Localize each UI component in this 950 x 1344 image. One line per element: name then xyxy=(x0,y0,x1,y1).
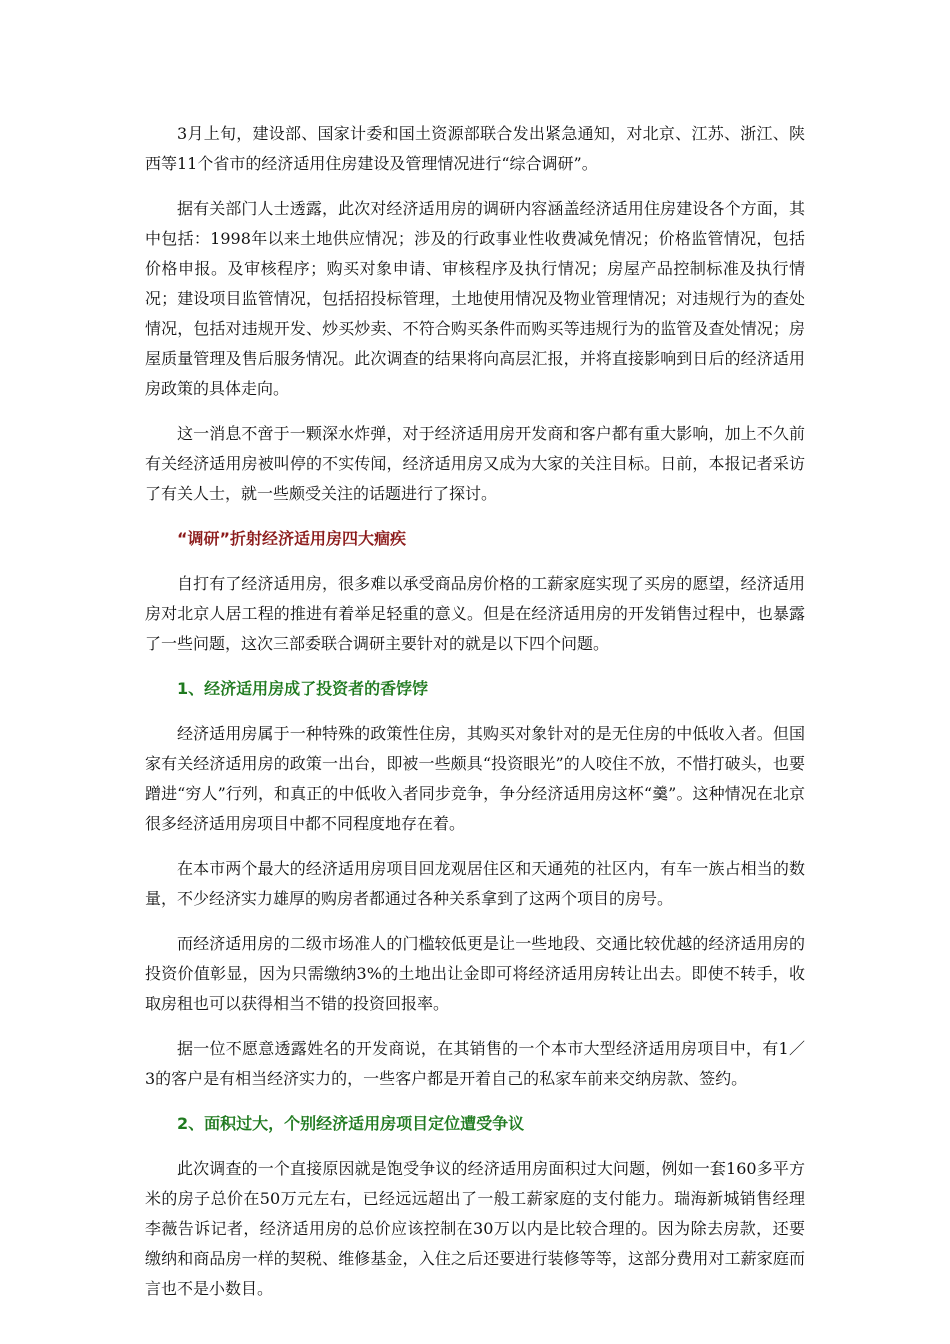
section-heading-four-problems: “调研”折射经济适用房四大痼疾 xyxy=(177,529,407,548)
paragraph-intro: 3月上旬，建设部、国家计委和国土资源部联合发出紧急通知，对北京、江苏、浙江、陕西等11个省市的经济适用住房建设及管理情况进行“综合调研”。 xyxy=(145,124,805,173)
paragraph-policy-housing: 经济适用房属于一种特殊的政策性住房，其购买对象针对的是无住房的中低收入者。但国家有关经济适用房的政策一出台，即被一些颇具“投资眼光”的人咬住不放，不惜打破头，也要蹭进“穷人”行列，和真正的中低收入者同步竞争，争分经济适用房这杯“羹”。这种情况在北京很多经济适用房项目中都不同程度地存在着。 xyxy=(145,724,805,833)
paragraph-survey-scope: 据有关部门人士透露，此次对经济适用房的调研内容涵盖经济适用住房建设各个方面，其中包括：1998年以来土地供应情况；涉及的行政事业性收费减免情况；价格监管情况，包括价格申报。及审核程序；购买对象申请、审核程序及执行情况；房屋产品控制标准及执行情况；建设项目监管情况，包括招投标管理，土地使用情况及物业管理情况；对违规行为的查处情况，包括对违规开发、炒买炒卖、不符合购买条件而购买等违规行为的监管及查处情况；房屋质量管理及售后服务情况。此次调查的结果将向高层汇报，并将直接影响到日后的经济适用房政策的具体走向。 xyxy=(145,199,805,398)
document-body xyxy=(145,119,805,1319)
paragraph-impact: 这一消息不啻于一颗深水炸弹，对于经济适用房开发商和客户都有重大影响，加上不久前有关经济适用房被叫停的不实传闻，经济适用房又成为大家的关注目标。日前，本报记者采访了有关人士，就一些颇受关注的话题进行了探讨。 xyxy=(145,424,805,503)
paragraph-area-issue: 此次调查的一个直接原因就是饱受争议的经济适用房面积过大问题，例如一套160多平方米的房子总价在50万元左右，已经远远超出了一般工薪家庭的支付能力。瑞海新城销售经理李薇告诉记者，经济适用房的总价应该控制在30万以内是比较合理的。因为除去房款，还要缴纳和商品房一样的契税、维修基金，入住之后还要进行装修等等，这部分费用对工薪家庭而言也不是小数目。 xyxy=(145,1159,805,1298)
subheading-area-too-large: 2、面积过大，个别经济适用房项目定位遭受争议 xyxy=(177,1114,525,1133)
paragraph-background: 自打有了经济适用房，很多难以承受商品房价格的工薪家庭实现了买房的愿望，经济适用房对北京人居工程的推进有着举足轻重的意义。但是在经济适用房的开发销售过程中，也暴露了一些问题，这次三部委联合调研主要针对的就是以下四个问题。 xyxy=(145,574,805,653)
paragraph-secondary-market: 而经济适用房的二级市场准人的门槛较低更是让一些地段、交通比较优越的经济适用房的投资价值彰显，因为只需缴纳3%的土地出让金即可将经济适用房转让出去。即使不转手，收取房租也可以获得相当不错的投资回报率。 xyxy=(145,934,805,1013)
paragraph-largest-projects: 在本市两个最大的经济适用房项目回龙观居住区和天通苑的社区内，有车一族占相当的数量，不少经济实力雄厚的购房者都通过各种关系拿到了这两个项目的房号。 xyxy=(145,859,805,908)
paragraph-developer-quote: 据一位不愿意透露姓名的开发商说，在其销售的一个本市大型经济适用房项目中，有1／3的客户是有相当经济实力的，一些客户都是开着自己的私家车前来交纳房款、签约。 xyxy=(145,1039,805,1088)
subheading-investors: 1、经济适用房成了投资者的香饽饽 xyxy=(177,679,429,698)
